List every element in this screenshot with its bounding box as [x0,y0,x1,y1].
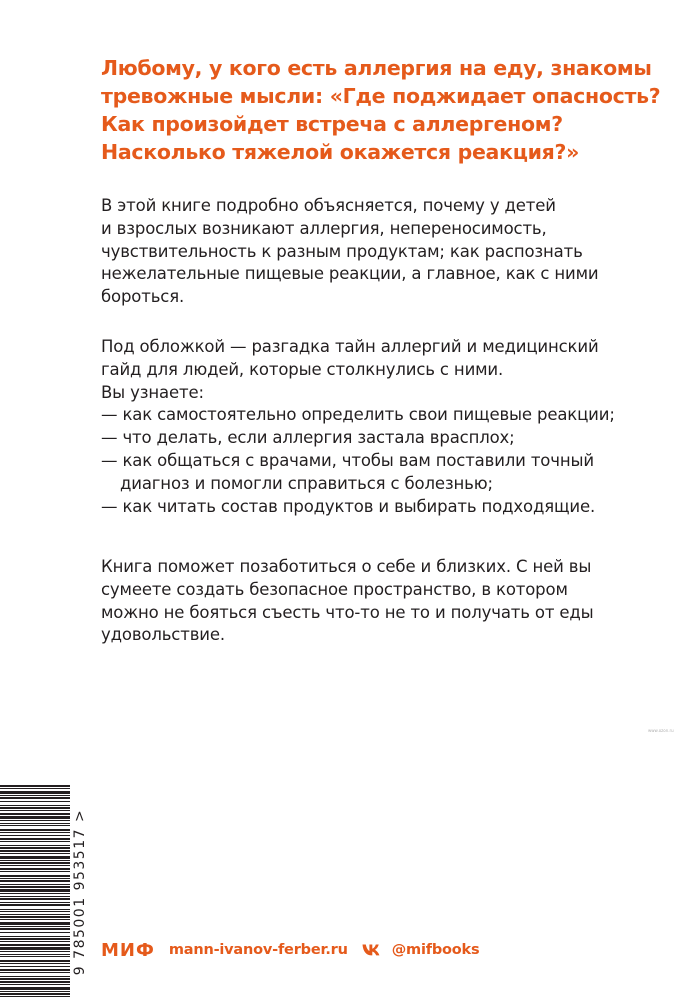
barcode-bar [0,807,70,809]
isbn-number: 9 785001 953517 > [72,808,88,976]
barcode-bar [0,926,70,927]
barcode-bar [0,972,70,973]
watermark: www.ozon.ru [648,728,674,733]
barcode-bar [0,875,70,877]
back-cover-headline [101,54,661,166]
headline-line: Любому, у кого есть аллергия на еду, знакомы [101,56,652,80]
barcode-bar [0,991,70,992]
headline-line: тревожные мысли: «Где поджидает опасность? [101,84,661,108]
isbn-digits [70,783,90,1001]
text-line: Книга поможет позаботиться о себе и близких. С ней вы [101,557,592,576]
barcode-bar [0,878,70,879]
publisher-footer [101,938,479,962]
barcode-bar [0,860,70,861]
barcode-bar [0,832,70,833]
text-line: В этой книге подробно объясняется, почему у детей [101,196,556,215]
barcode-bar [0,850,70,852]
barcode-bar [0,886,70,888]
barcode-bar [0,862,70,864]
barcode-bar [0,788,70,789]
benefits-paragraph [101,336,661,518]
text-line: сумеете создать безопасное пространство, в котором [101,579,568,599]
barcode-bar [0,896,70,897]
barcode-bar [0,838,70,840]
text-line: нежелательные пищевые реакции, а главное, как с ними [101,264,599,284]
website-link[interactable]: mann-ivanov-ferber.ru [168,942,348,958]
barcode-bar [0,987,70,990]
barcode-bar [0,941,70,942]
barcode-bar [0,911,70,912]
barcode-bar [0,984,70,985]
isbn-barcode [0,783,70,1001]
barcode-bar [0,960,70,962]
barcode-bar [0,938,70,940]
text-line: бороться. [101,287,185,307]
vk-icon[interactable] [362,943,382,957]
barcode-bar [0,978,70,980]
barcode-bar [0,976,70,977]
barcode-bar [0,847,70,849]
barcode-bar [0,835,70,836]
barcode-bar [0,928,70,930]
barcode-bar [0,914,70,915]
barcode-bar [0,810,70,811]
barcode-bar [0,969,70,971]
barcode-bar [0,916,70,918]
text-line: чувствительность к разным продуктам; как распознать [101,241,583,261]
barcode-bar [0,904,70,906]
barcode-bar [0,944,70,946]
barcode-bar [0,951,70,952]
barcode-bar [0,963,70,964]
barcode-bar [0,884,70,885]
barcode-bar [0,823,70,824]
text-line: можно не бояться съесть что-то не то и получать от еды [101,602,594,622]
barcode-bar [0,902,70,903]
barcode-bar [0,805,70,806]
barcode-bar [0,936,70,937]
barcode-bar [0,871,70,872]
barcode-bar [0,909,70,910]
barcode-bar [0,996,70,997]
list-item-continuation: диагноз и помогли справиться с болезнью; [120,473,493,493]
barcode-bar [0,816,70,819]
list-item: — как самостоятельно определить свои пищевые реакции; [101,405,615,425]
barcode-bar [0,993,70,995]
barcode-bar [0,898,70,900]
barcode-bar [0,813,70,815]
text-line: Под обложкой — разгадка тайн аллергий и медицинский [101,337,599,356]
barcode-bar [0,841,70,842]
text-line: гайд для людей, которые столкнулись с ними. [101,359,504,379]
barcode-bar [0,865,70,866]
headline-line: Насколько тяжелой окажется реакция?» [101,140,580,164]
list-item: — как общаться с врачами, чтобы вам поставили точный [101,450,594,470]
closing-paragraph [101,556,661,647]
barcode-bar [0,801,70,802]
publisher-logo: МИФ [101,939,155,961]
barcode-bar [0,954,70,955]
barcode-bar [0,919,70,920]
barcode-bar [0,856,70,859]
barcode-bar [0,825,70,826]
barcode-bar [0,820,70,821]
text-line: и взрослых возникают аллергия, непереносимость, [101,218,547,238]
barcode-bar [0,868,70,870]
description-paragraph [101,195,661,309]
barcode-bar [0,795,70,796]
barcode-bar [0,922,70,925]
barcode-bar [0,785,70,787]
barcode-bar [0,947,70,950]
barcode-bar [0,956,70,957]
barcode-bar [0,829,70,831]
list-item: — что делать, если аллергия застала врасплох; [101,428,515,448]
list-intro: Вы узнаете: [101,382,204,402]
barcode-bar [0,981,70,983]
barcode-bar [0,853,70,854]
social-handle[interactable]: @mifbooks [391,942,480,958]
barcode-bar [0,797,70,799]
barcode-bar [0,932,70,933]
barcode-bar [0,880,70,882]
barcode-bar [0,791,70,794]
list-item: — как читать состав продуктов и выбирать подходящие. [101,496,596,516]
barcode-bar [0,889,70,892]
headline-line: Как произойдет встреча с аллергеном? [101,112,563,136]
barcode-bar [0,893,70,894]
barcode-bar [0,845,70,846]
barcode-bar [0,966,70,967]
text-line: удовольствие. [101,625,225,645]
